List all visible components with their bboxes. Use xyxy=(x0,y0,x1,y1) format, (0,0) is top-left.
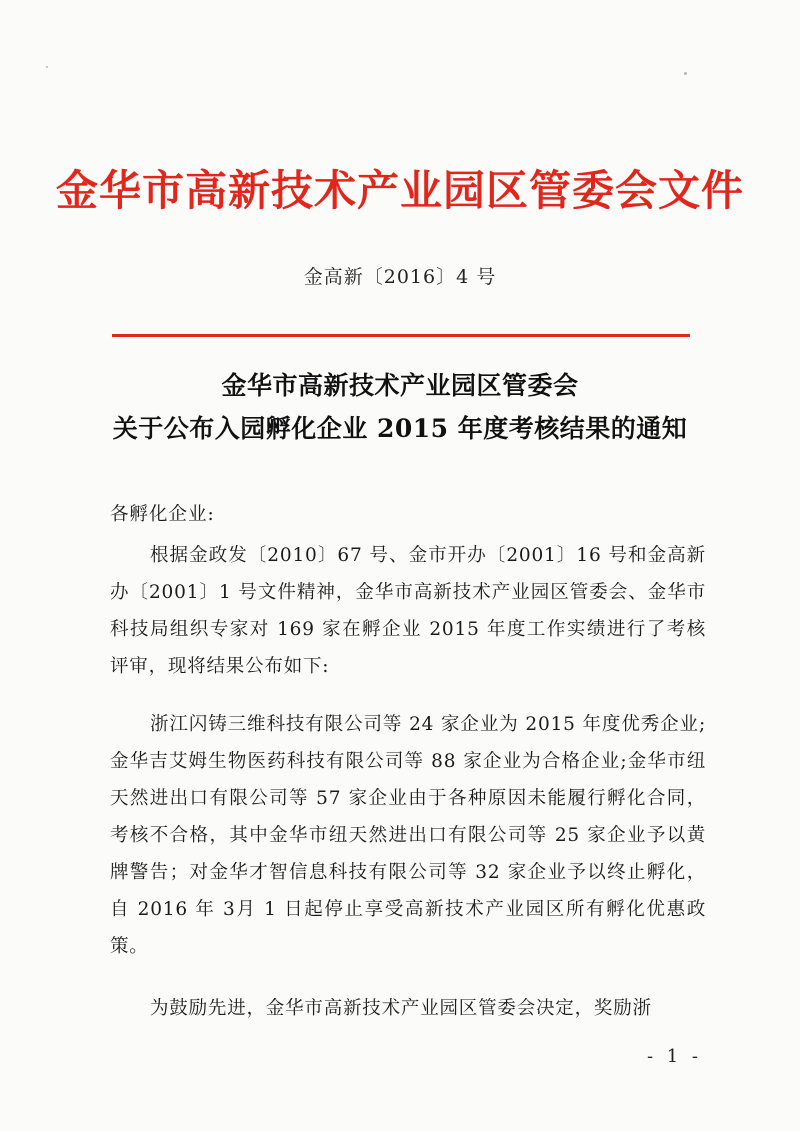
body-paragraph: 为鼓励先进，金华市高新技术产业园区管委会决定，奖励浙 xyxy=(150,998,652,1019)
document-number: 金高新〔2016〕4 号 xyxy=(303,266,497,288)
notice-title-line-2: 关于公布入园孵化企业 2015 年度考核结果的通知 xyxy=(112,414,688,443)
scan-speck xyxy=(684,72,687,75)
issuer-header: 金华市高新技术产业园区管委会文件 xyxy=(55,166,744,215)
body-paragraph: 根据金政发〔2010〕67 号、金市开办〔2001〕16 号和金高新办〔2001〕1 号文件精神，金华市高新技术产业园区管委会、金华市科技局组织专家对 169 家在孵企业 2015 年度工作实绩进行了考核评审，现将结果公布如下: xyxy=(110,545,706,677)
page-number: - 1 - xyxy=(646,1046,702,1067)
red-separator-line xyxy=(112,334,690,337)
notice-title-line-1: 金华市高新技术产业园区管委会 xyxy=(221,371,579,400)
body-paragraph: 浙江闪铸三维科技有限公司等 24 家企业为 2015 年度优秀企业;金华吉艾姆生物医药科技有限公司等 88 家企业为合格企业;金华市纽天然进出口有限公司等 57 家企业由于各种原因未能履行孵化合同，考核不合格，其中金华市纽天然进出口有限公司等 25 家企业予以黄牌警告；对金华才智信息科技有限公司等 32 家企业予以终止孵化，自 2016 年 3月 1 日起停止享受高新技术产业园区所有孵化优惠政策。 xyxy=(110,714,706,957)
salutation: 各孵化企业: xyxy=(110,504,215,525)
scan-speck xyxy=(46,66,48,68)
